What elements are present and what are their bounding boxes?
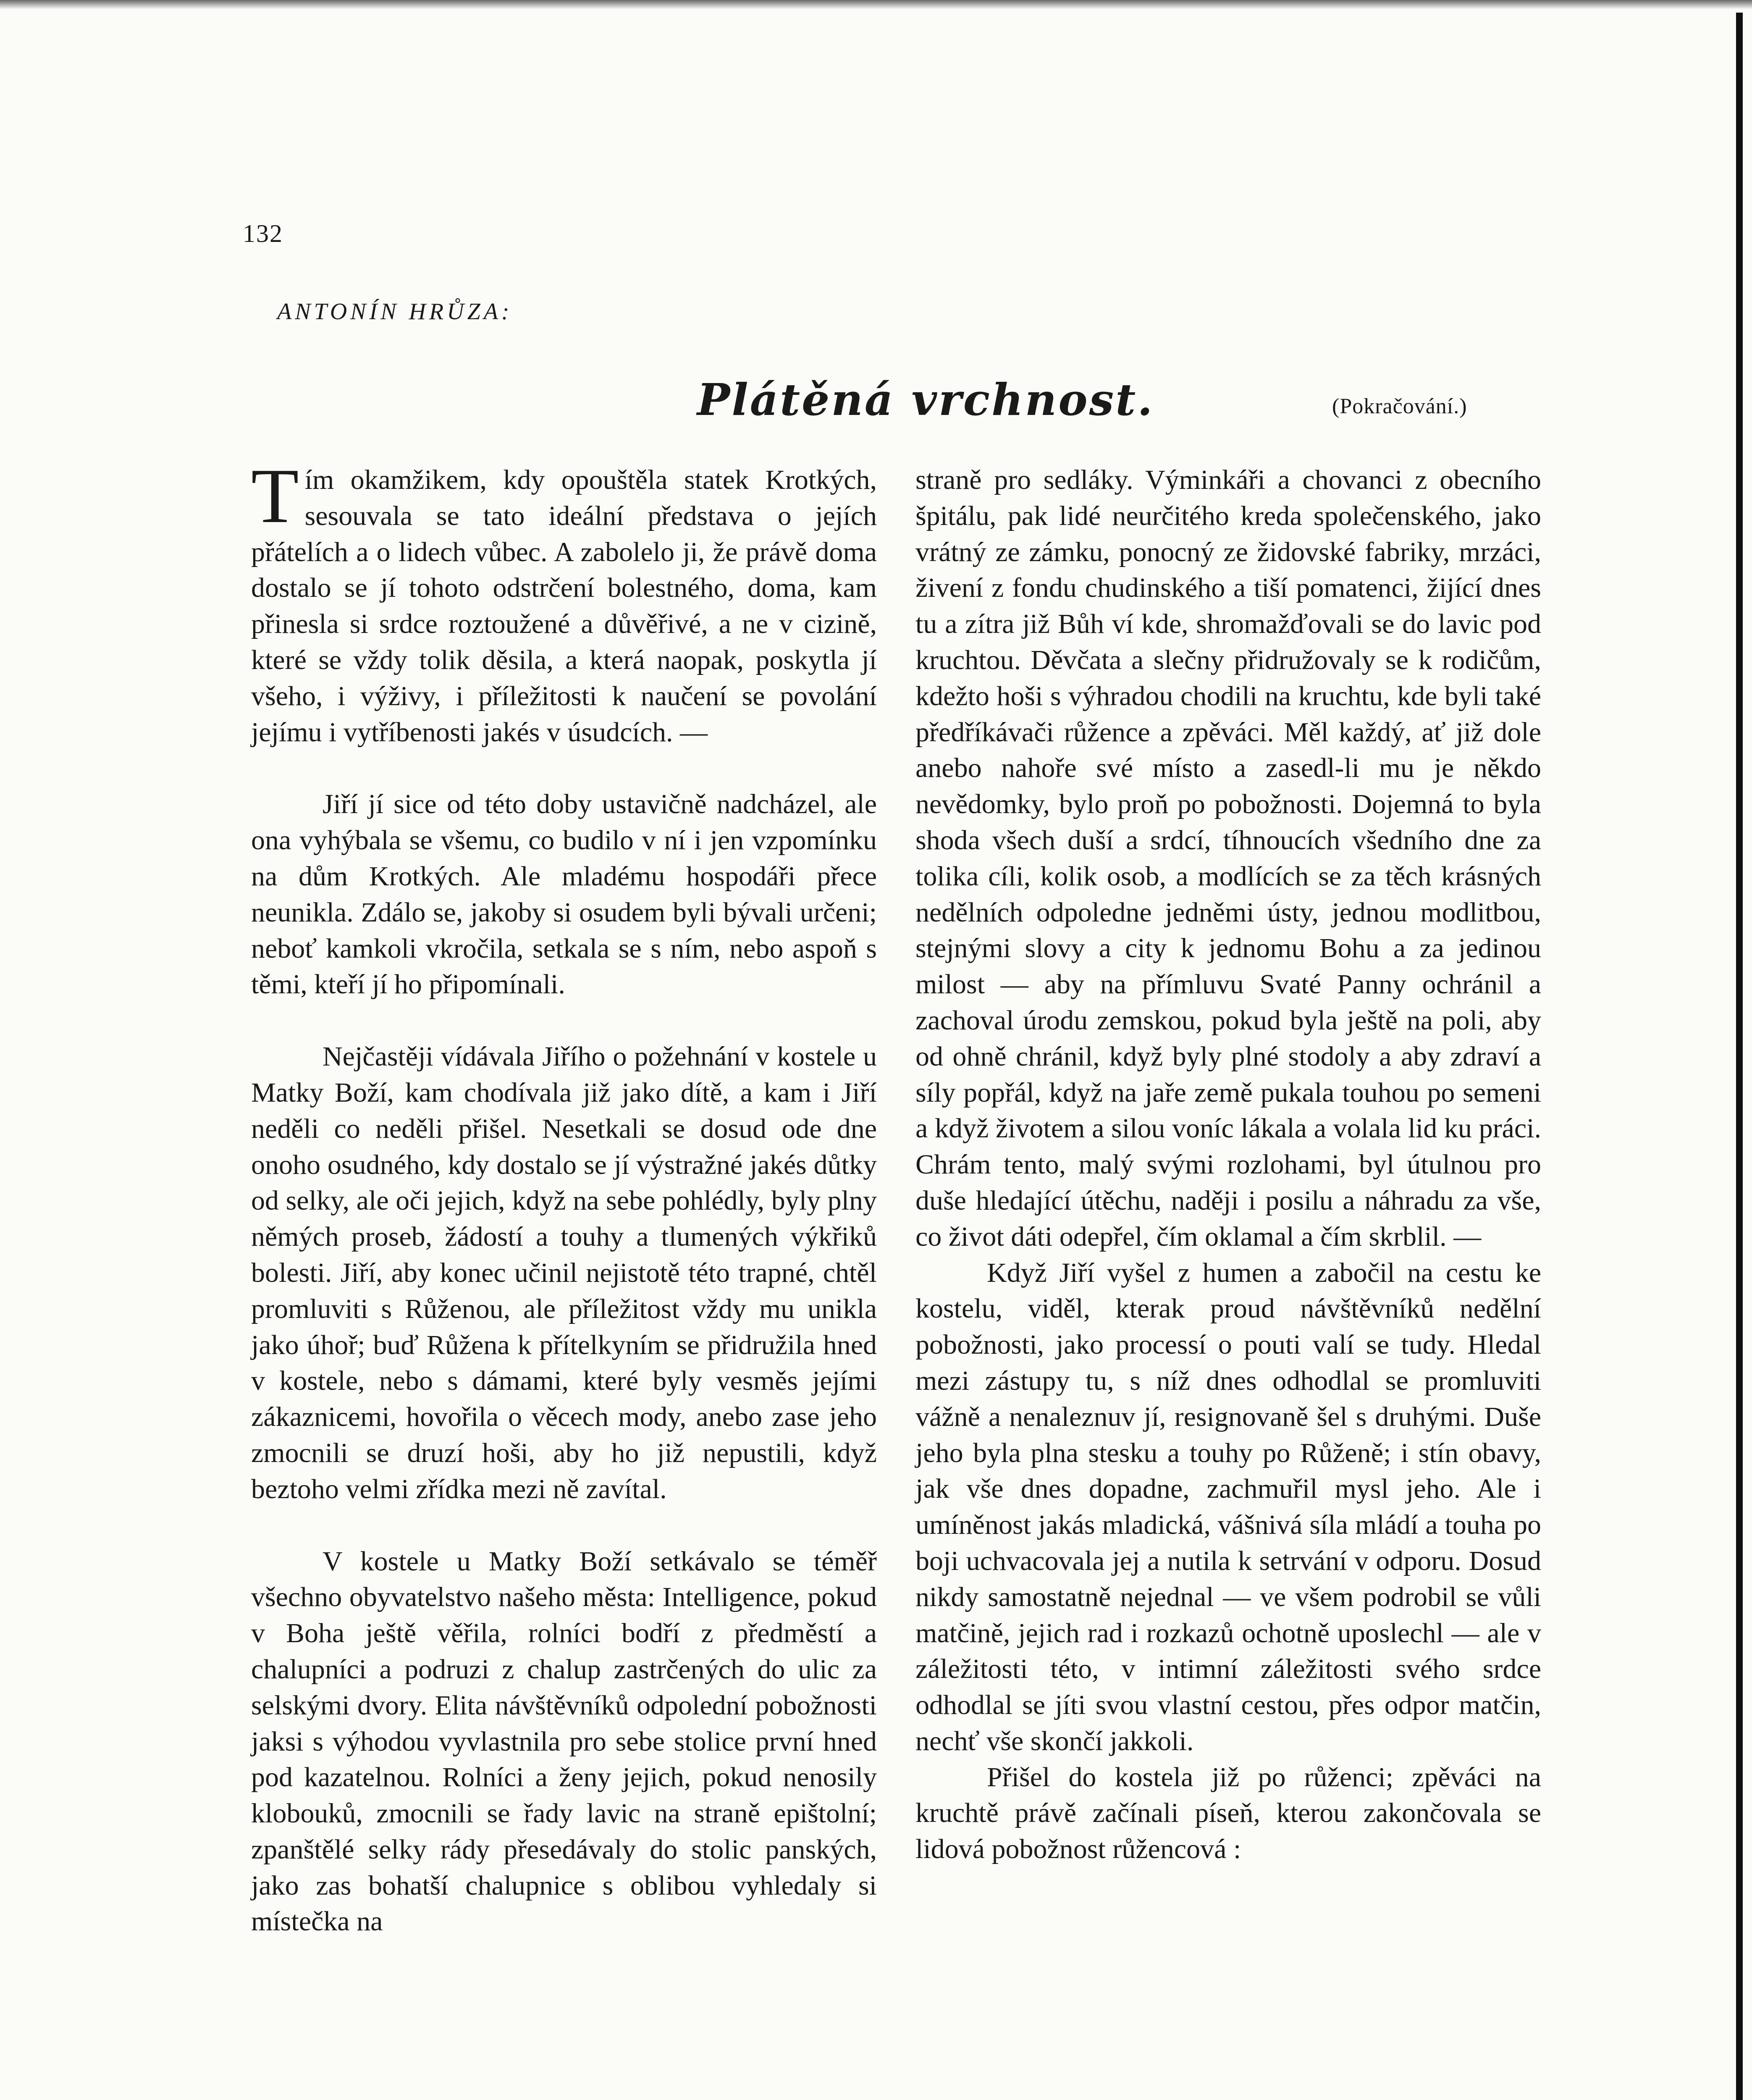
article-title: Plátěná vrchnost.	[697, 374, 1154, 425]
paragraph: Když Jiří vyšel z humen a zabočil na cestu ke kostelu, viděl, kterak proud návštěvníků nedělní pobožnosti, jako processí o pouti valí se tudy. Hledal mezi zástupy tu, s níž dnes odhodlal se promluviti vážně a nenaleznuv jí, resignovaně šel s druhými. Duše jeho byla plna stesku a touhy po Růženě; i stín obavy, jak vše dnes dopadne, zachmuřil mysl jeho. Ale i umíněnost jakás mladická, vášnivá síla mládí a touha po boji uchvacovala jej a nutila k setrvání v odporu. Dosud nikdy samostatně nejednal — ve všem podrobil se vůli matčině, jejich rad i rozkazů ochotně uposlechl — ale v záležitosti této, v intimní záležitosti svého srdce odhodlal se jíti svou vlastní cestou, přes odpor matčin, nechť vše skončí jakkoli.	[915, 1257, 1541, 1756]
paragraph: Přišel do kostela již po růženci; zpěváci na kruchtě právě začínali píseň, kterou zakončovala se lidová pobožnost růžencová :	[915, 1761, 1541, 1865]
scan-right-edge	[1736, 13, 1743, 2100]
right-column	[915, 462, 1541, 1867]
paragraph: Jiří jí sice od této doby ustavičně nadcházel, ale ona vyhýbala se všemu, co budilo v ní i jen vzpomínku na dům Krotkých. Ale mladému hospodáři přece neunikla. Zdálo se, jakoby si osudem byli bývali určeni; neboť kamkoli vkročila, setkala se s ním, nebo aspoň s těmi, kteří jí ho připomínali.	[251, 789, 877, 1000]
page-number: 132	[243, 220, 283, 247]
paragraph-text: ím okamžikem, kdy opouštěla statek Krotkých, sesouvala se tato ideální představa o jejích přátelích a o lidech vůbec. A zabolelo ji, že právě doma dostalo se jí tohoto odstrčení bolestného, doma, kam přinesla si srdce roztoužené a důvěřivé, a ne v cizině, které se vždy tolik děsila, a která naopak, poskytla jí všeho, i výživy, i příležitosti k naučení se povolání jejímu i vytříbenosti jakés v úsudcích. —	[251, 465, 877, 748]
scan-top-edge	[0, 0, 1752, 9]
author-heading: ANTONÍN HRŮZA:	[277, 299, 513, 325]
left-column	[251, 453, 877, 1940]
paragraph: Nejčastěji vídávala Jiřího o požehnání v kostele u Matky Boží, kam chodívala již jako dítě, a kam i Jiří neděli co neděli přišel. Nesetkali se dosud ode dne onoho osudného, kdy dostalo se jí výstražné jakés důtky od selky, ale oči jejich, když na sebe pohlédly, byly plny němých proseb, žádostí a touhy a tlumených výkřiků bolesti. Jiří, aby konec učinil nejistotě této trapné, chtěl promluviti s Růženou, ale příležitost vždy mu unikla jako úhoř; buď Růžena k přítelkyním se přidružila hned v kostele, nebo s dámami, které byly vesměs jejími zákaznicemi, hovořila o věcech mody, anebo zase jeho zmocnili se druzí hoši, aby ho již nepustili, když beztoho velmi zřídka mezi ně zavítal.	[251, 1041, 877, 1504]
paragraph: V kostele u Matky Boží setkávalo se téměř všechno obyvatelstvo našeho města: Intelligence, pokud v Boha ještě věřila, rolníci bodří z předměstí a chalupníci a podruzi z chalup zastrčených do ulic za selskými dvory. Elita návštěvníků odpolední pobožnosti jaksi s výhodou vyvlastnila pro sebe stolice první hned pod kazatelnou. Rolníci a ženy jejich, pokud nenosily klobouků, zmocnili se řady lavic na straně epištolní; zpanštělé selky rády přesedávaly do stolic panských, jako zas bohatší chalupnice s oblibou vyhledaly si místečka na	[251, 1546, 877, 1937]
paragraph	[251, 453, 877, 750]
drop-cap: T	[251, 453, 299, 539]
continued-note: (Pokračování.)	[1332, 394, 1467, 418]
paragraph: straně pro sedláky. Výminkáři a chovanci z obecního špitálu, pak lidé neurčitého kreda společenského, jako vrátný ze zámku, ponocný ze židovské fabriky, mrzáci, živení z fondu chudinského a tiší pomatenci, žijící dnes tu a zítra již Bůh ví kde, shromažďovali se do lavic pod kruchtou. Děvčata a slečny přidružovaly se k rodičům, kdežto hoši s výhradou chodili na kruchtu, kde byli také předříkávači růžence a zpěváci. Měl každý, ať již dole anebo nahoře své místo a zasedl-li mu je někdo nevědomky, bylo proň po pobožnosti. Dojemná to byla shoda všech duší a srdcí, tíhnoucích všedního dne za tolika cíli, kolik osob, a modlících se za těch krásných nedělních odpoledne jedněmi ústy, jednou modlitbou, stejnými slovy a city k jednomu Bohu a za jedinou milost — aby na přímluvu Svaté Panny ochránil a zachoval úrodu zemskou, pokud byla ještě na poli, aby od ohně chránil, když byly plné stodoly a aby zdraví a síly popřál, když na jaře země pukala touhou po semeni a když životem a silou voníc lákala a volala lid ku práci. Chrám tento, malý svými rozlohami, byl útulnou pro duše hledající útěchu, naději i posilu a náhradu za vše, co život dáti odepřel, čím oklamal a čím skrblil. —	[915, 465, 1541, 1252]
